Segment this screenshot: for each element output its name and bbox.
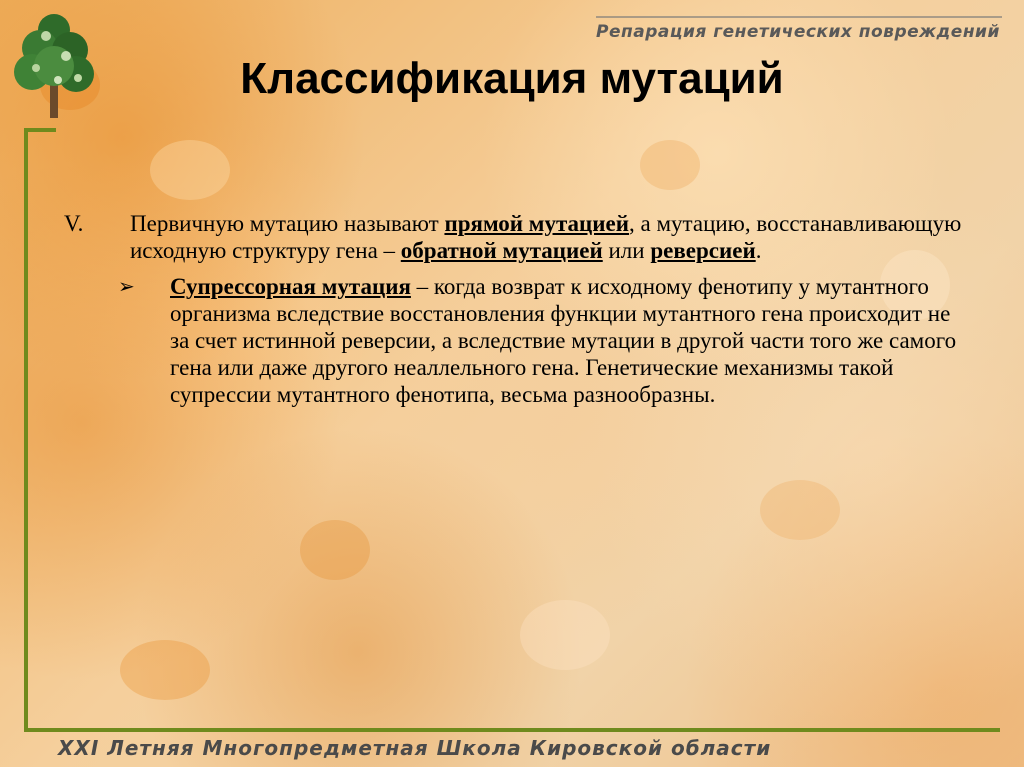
- text-run: .: [755, 238, 762, 263]
- term-reversion: реверсией: [650, 238, 756, 263]
- term-reverse-mutation: обратной мутацией: [400, 238, 603, 263]
- header-caption: Репарация генетических повреждений: [596, 22, 1000, 42]
- header-rule: [596, 16, 1002, 18]
- slide-title: Классификация мутаций: [240, 54, 784, 103]
- footer-caption: XXI Летняя Многопредметная Школа Кировской области: [58, 736, 772, 760]
- item-text: [130, 210, 964, 264]
- text-run: или: [602, 238, 651, 263]
- text-run: , а мутацию, восстанавливающую исходную структуру гена –: [130, 211, 962, 263]
- arrow-bullet-icon: ➢: [118, 274, 135, 298]
- term-direct-mutation: прямой мутацией: [444, 211, 630, 236]
- texture-speck: [640, 140, 700, 190]
- list-item-level2: [64, 273, 964, 408]
- frame-bottom-line: [24, 728, 1000, 732]
- roman-numeral-marker: V.: [64, 211, 84, 236]
- texture-speck: [520, 600, 610, 670]
- texture-speck: [120, 640, 210, 700]
- term-suppressor-mutation: Супрессорная мутация: [170, 274, 411, 299]
- text-run: Первичную мутацию называют: [130, 211, 445, 236]
- frame-top-tick: [24, 128, 56, 132]
- text-run: – когда возврат к исходному фенотипу у мутантного организма вследствие восстановления функции мутантного гена происходит не за счет истинной реверсии, а вследствие мутации в другой части того же самого гена или даже другого неаллельного гена. Генетические механизмы такой супрессии мутантного фенотипа, весьма разнообразны.: [170, 274, 957, 407]
- list-item-level1: [64, 210, 964, 264]
- texture-speck: [150, 140, 230, 200]
- texture-speck: [300, 520, 370, 580]
- frame-left-line: [24, 128, 28, 730]
- item-text: [170, 273, 964, 408]
- texture-speck: [760, 480, 840, 540]
- slide-content: [64, 210, 964, 408]
